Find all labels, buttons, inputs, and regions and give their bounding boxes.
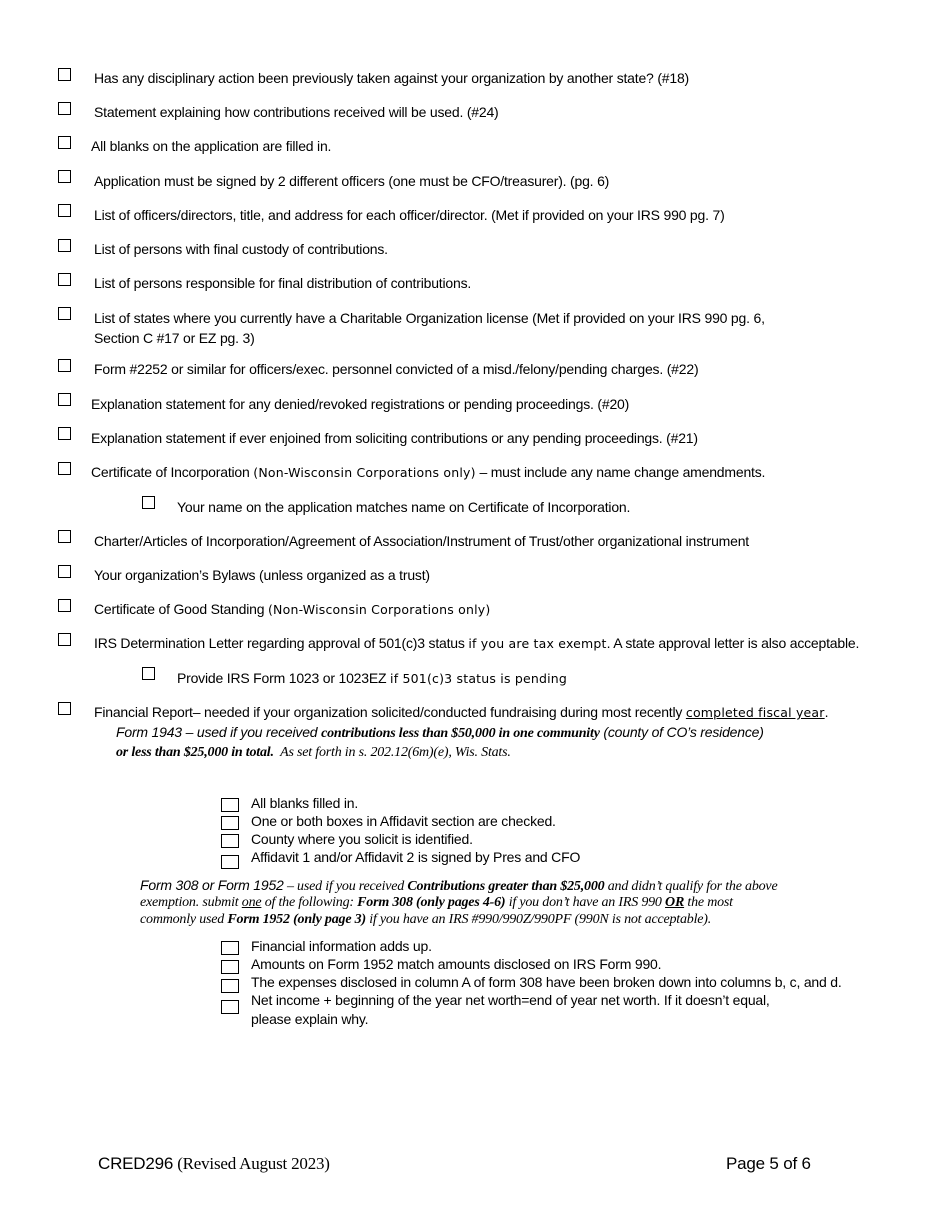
item-form-2252: Form #2252 or similar for officers/exec. personnel convicted of a misd./felony/pending charges. (#22) xyxy=(94,361,699,377)
irs-1023-label: Provide IRS Form 1023 or 1023EZ xyxy=(177,670,391,686)
item-financial-report xyxy=(94,702,828,723)
checkbox-officers-list[interactable] xyxy=(58,204,71,217)
form-1952-990: if you have an IRS #990/990Z/990PF (990N is not acceptable). xyxy=(365,912,712,927)
footer-form-id xyxy=(98,1153,330,1175)
form-308-most: the most xyxy=(684,895,733,910)
checkbox-good-standing[interactable] xyxy=(58,599,71,612)
checkbox-308-amounts-match[interactable] xyxy=(221,960,239,974)
footer-page-number: Page 5 of 6 xyxy=(726,1154,811,1173)
item-irs-letter xyxy=(94,633,859,654)
cert-incorp-qualifier: (Non-Wisconsin Corporations only) xyxy=(253,465,476,480)
checkbox-signed-by-officers[interactable] xyxy=(58,170,71,183)
item-irs-form-1023 xyxy=(177,668,567,689)
irs-letter-note: . A state approval letter is also acceptable. xyxy=(606,635,860,651)
checkbox-irs-letter[interactable] xyxy=(58,633,71,646)
form-308-title: Form 308 or Form 1952 xyxy=(140,877,284,893)
checkbox-final-distribution[interactable] xyxy=(58,273,71,286)
checkbox-charter[interactable] xyxy=(58,530,71,543)
item-name-matches: Your name on the application matches name on Certificate of Incorporation. xyxy=(177,499,631,515)
item-states-license-cont: Section C #17 or EZ pg. 3) xyxy=(94,330,255,346)
item-disciplinary-action: Has any disciplinary action been previously taken against your organization by another state? (#18) xyxy=(94,70,690,86)
form-308-criteria: Contributions greater than $25,000 xyxy=(407,879,605,894)
item-blanks-filled: All blanks on the application are filled in. xyxy=(91,138,332,154)
form-1943-total: less than $25,000 in total. xyxy=(131,745,274,760)
revised-date: (Revised August 2023) xyxy=(173,1154,330,1173)
form-308-exemption: and didn’t qualify for the above xyxy=(604,879,778,894)
item-contributions-statement: Statement explaining how contributions received will be used. (#24) xyxy=(94,104,499,120)
form-308-or: OR xyxy=(665,895,685,910)
checkbox-certificate-incorporation[interactable] xyxy=(58,462,71,475)
checkbox-1943-affidavit-signed[interactable] xyxy=(221,855,239,869)
form-1952-pages: Form 1952 (only page 3) xyxy=(227,912,366,927)
form-1943-line-2 xyxy=(116,741,511,763)
irs-letter-label: IRS Determination Letter regarding approval of 501(c)3 status xyxy=(94,635,469,651)
irs-letter-qualifier: if you are tax exempt xyxy=(468,636,607,651)
item-enjoined: Explanation statement if ever enjoined from soliciting contributions or any pending proceedings. (#21) xyxy=(91,430,698,446)
irs-1023-qualifier: if 501(c)3 status is pending xyxy=(390,671,568,686)
checkbox-blanks-filled[interactable] xyxy=(58,136,71,149)
form-id: CRED296 xyxy=(98,1154,174,1173)
financial-period: . xyxy=(824,704,829,720)
item-certificate-incorporation xyxy=(91,462,765,483)
form-308-one: one xyxy=(241,895,262,910)
form-1943-or: or xyxy=(116,745,132,760)
form-308-common: commonly used xyxy=(140,912,228,927)
item-308-net-income: Net income + beginning of the year net worth=end of year net worth. If it doesn’t equal, xyxy=(251,992,770,1008)
checkbox-contributions-statement[interactable] xyxy=(58,102,71,115)
item-signed-by-officers: Application must be signed by 2 different officers (one must be CFO/treasurer). (pg. 6) xyxy=(94,173,610,189)
checkbox-bylaws[interactable] xyxy=(58,565,71,578)
item-308-amounts-match: Amounts on Form 1952 match amounts disclosed on IRS Form 990. xyxy=(251,956,662,972)
good-standing-label: Certificate of Good Standing xyxy=(94,601,268,617)
item-1943-affidavit-signed: Affidavit 1 and/or Affidavit 2 is signed by Pres and CFO xyxy=(251,849,581,865)
item-308-expenses: The expenses disclosed in column A of form 308 have been broken down into columns b, c, and d. xyxy=(251,974,842,990)
checkbox-name-matches[interactable] xyxy=(142,496,155,509)
item-308-adds-up: Financial information adds up. xyxy=(251,938,432,954)
item-denied-registrations: Explanation statement for any denied/revoked registrations or pending proceedings. (#20) xyxy=(91,396,630,412)
cert-incorp-note: – must include any name change amendments. xyxy=(475,464,766,480)
form-1943-statute: As set forth in s. 202.12(6m)(e), Wis. Stats. xyxy=(273,745,511,760)
checkbox-enjoined[interactable] xyxy=(58,427,71,440)
checkbox-disciplinary-action[interactable] xyxy=(58,68,71,81)
item-1943-county: County where you solicit is identified. xyxy=(251,831,473,847)
item-308-net-income-cont: please explain why. xyxy=(251,1011,369,1027)
financial-fiscal-year: completed fiscal year xyxy=(685,705,825,720)
item-final-custody: List of persons with final custody of contributions. xyxy=(94,241,388,257)
form-308-following: of the following: xyxy=(261,895,358,910)
checkbox-1943-affidavit-boxes[interactable] xyxy=(221,816,239,830)
cert-incorp-label: Certificate of Incorporation xyxy=(91,464,254,480)
financial-label: Financial Report– needed if your organization solicited/conducted fundraising during most recently xyxy=(94,704,686,720)
form-308-used: – used if you received xyxy=(283,879,408,894)
item-bylaws: Your organization’s Bylaws (unless organized as a trust) xyxy=(94,567,430,583)
good-standing-qualifier: (Non-Wisconsin Corporations only) xyxy=(267,602,491,617)
form-308-line-3 xyxy=(140,910,711,930)
checkbox-form-2252[interactable] xyxy=(58,359,71,372)
checkbox-308-adds-up[interactable] xyxy=(221,941,239,955)
checkbox-308-net-income[interactable] xyxy=(221,1000,239,1014)
item-states-license: List of states where you currently have a Charitable Organization license (Met if provided on your IRS 990 pg. 6, xyxy=(94,310,765,326)
checkbox-final-custody[interactable] xyxy=(58,239,71,252)
form-308-no-990: if you don’t have an IRS 990 xyxy=(505,895,666,910)
item-final-distribution: List of persons responsible for final distribution of contributions. xyxy=(94,275,472,291)
item-1943-blanks: All blanks filled in. xyxy=(251,795,359,811)
checkbox-financial-report[interactable] xyxy=(58,702,71,715)
checkbox-1943-blanks[interactable] xyxy=(221,798,239,812)
form-1943-county: (county of CO’s residence) xyxy=(599,724,764,740)
form-308-pages: Form 308 (only pages 4-6) xyxy=(357,895,506,910)
form-1943-criteria: contributions less than $50,000 in one community xyxy=(321,726,600,741)
item-charter: Charter/Articles of Incorporation/Agreement of Association/Instrument of Trust/other organizational instrument xyxy=(94,533,749,549)
checkbox-denied-registrations[interactable] xyxy=(58,393,71,406)
checkbox-states-license[interactable] xyxy=(58,307,71,320)
form-1943-title: Form 1943 – used if you received xyxy=(116,724,322,740)
item-good-standing xyxy=(94,599,490,620)
checkbox-1943-county[interactable] xyxy=(221,834,239,848)
form-308-submit: exemption. submit xyxy=(140,895,242,910)
checkbox-308-expenses[interactable] xyxy=(221,979,239,993)
item-officers-list: List of officers/directors, title, and address for each officer/director. (Met if provided on your IRS 990 pg. 7) xyxy=(94,207,725,223)
checkbox-irs-form-1023[interactable] xyxy=(142,667,155,680)
item-1943-affidavit-boxes: One or both boxes in Affidavit section are checked. xyxy=(251,813,556,829)
